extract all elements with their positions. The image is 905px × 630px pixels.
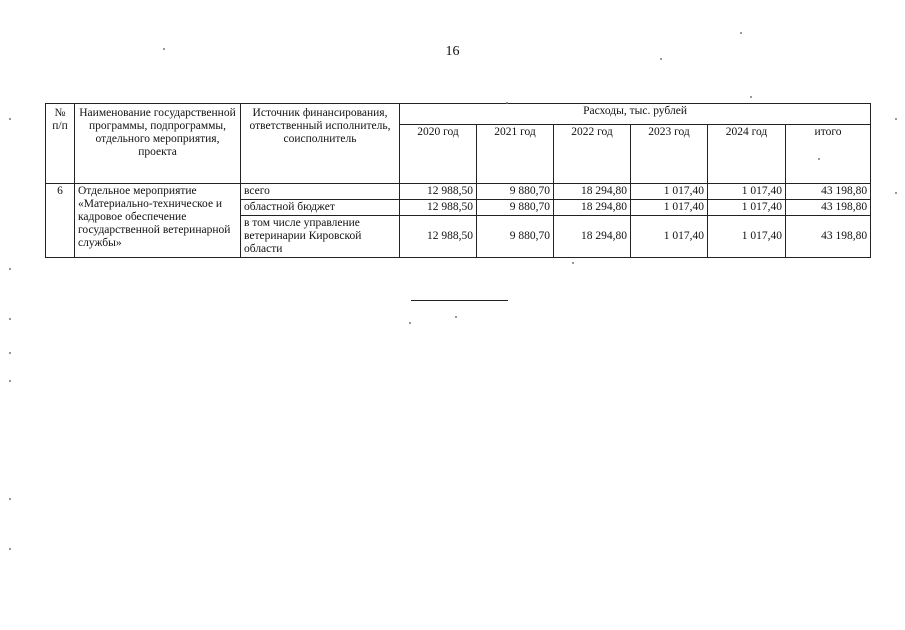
row-value: 1 017,40: [631, 184, 708, 200]
row-total: 43 198,80: [786, 216, 871, 258]
scan-speck: [895, 192, 897, 194]
page-number: 16: [445, 44, 460, 59]
row-value: 1 017,40: [708, 200, 786, 216]
scan-speck: [9, 268, 11, 270]
scan-speck: [409, 322, 411, 324]
header-row: [46, 104, 871, 125]
scan-speck: [9, 352, 11, 354]
row-value: 12 988,50: [400, 216, 477, 258]
row-value: 12 988,50: [400, 200, 477, 216]
header-expenses: Расходы, тыс. рублей: [400, 104, 871, 125]
row-value: 9 880,70: [477, 216, 554, 258]
row-name: Отдельное мероприятие «Материально-техническое и кадровое обеспечение государственной ветеринарной службы»: [75, 184, 241, 258]
scan-speck: [9, 318, 11, 320]
header-source: Источник финансирования, ответственный исполнитель, соисполнитель: [241, 104, 400, 184]
row-value: 18 294,80: [554, 216, 631, 258]
row-value: 18 294,80: [554, 184, 631, 200]
row-value: 1 017,40: [631, 200, 708, 216]
scan-speck: [455, 316, 457, 318]
footnote-divider: [411, 300, 508, 301]
scan-speck: [750, 96, 752, 98]
row-total: 43 198,80: [786, 184, 871, 200]
scan-speck: [660, 58, 662, 60]
header-number: № п/п: [46, 104, 75, 184]
table-row: [46, 184, 871, 200]
row-value: 1 017,40: [708, 184, 786, 200]
scan-speck: [506, 102, 508, 104]
header-total: итого: [786, 125, 871, 184]
scan-speck: [572, 262, 574, 264]
scan-speck: [9, 118, 11, 120]
row-value: 18 294,80: [554, 200, 631, 216]
scan-speck: [740, 32, 742, 34]
row-source: в том числе управление ветеринарии Кировской области: [241, 216, 400, 258]
row-value: 1 017,40: [631, 216, 708, 258]
row-number: 6: [46, 184, 75, 258]
scan-speck: [9, 548, 11, 550]
row-source: областной бюджет: [241, 200, 400, 216]
header-year: 2024 год: [708, 125, 786, 184]
header-year: 2023 год: [631, 125, 708, 184]
header-year: 2020 год: [400, 125, 477, 184]
row-total: 43 198,80: [786, 200, 871, 216]
header-year: 2021 год: [477, 125, 554, 184]
header-name: Наименование государственной программы, подпрограммы, отдельного мероприятия, проекта: [75, 104, 241, 184]
row-source: всего: [241, 184, 400, 200]
scan-speck: [9, 498, 11, 500]
header-year: 2022 год: [554, 125, 631, 184]
row-value: 9 880,70: [477, 184, 554, 200]
row-value: 12 988,50: [400, 184, 477, 200]
row-value: 1 017,40: [708, 216, 786, 258]
scan-speck: [163, 48, 165, 50]
scan-speck: [9, 380, 11, 382]
budget-table: [45, 103, 871, 258]
row-value: 9 880,70: [477, 200, 554, 216]
scan-speck: [895, 118, 897, 120]
scan-speck: [818, 158, 820, 160]
